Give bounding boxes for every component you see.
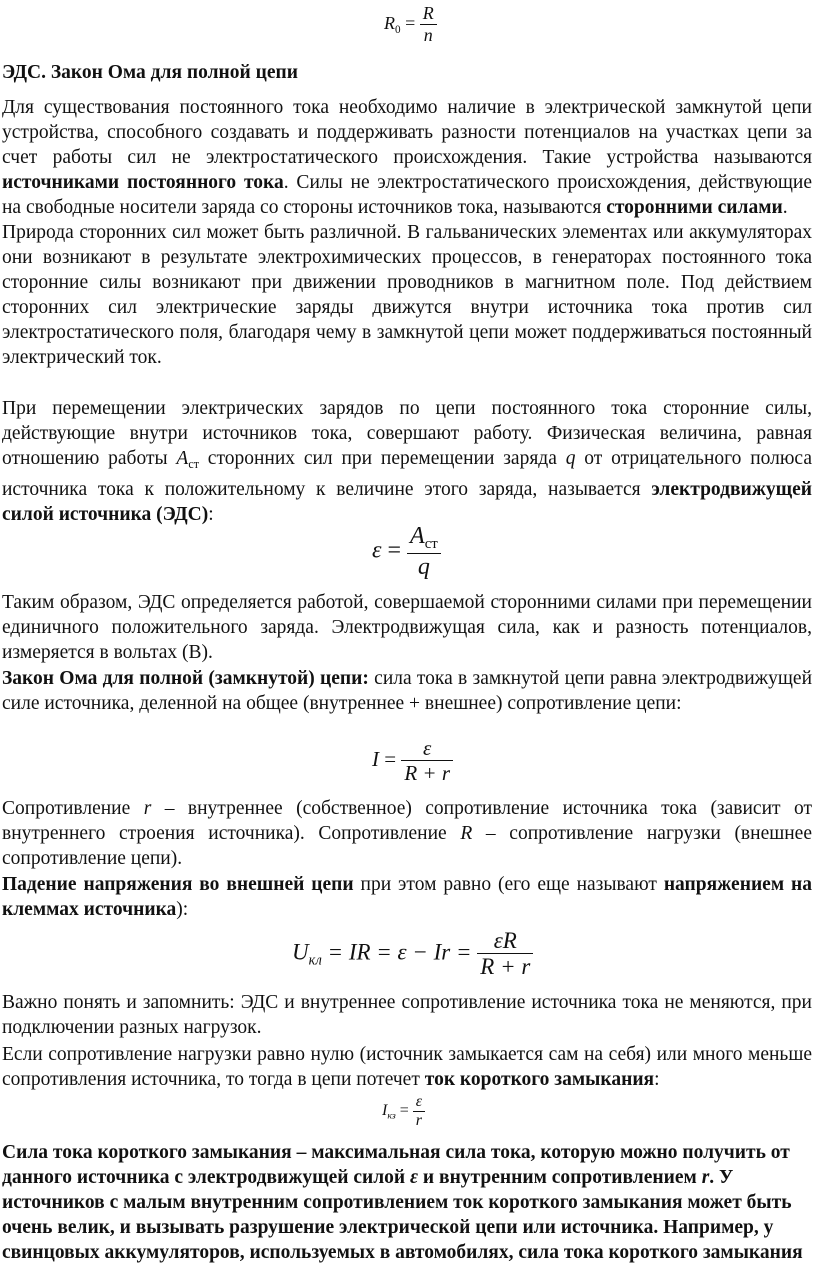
paragraph-text: Таким образом, ЭДС определяется работой, совершаемой сторонними силами при перемещении единичного положительного заряда. Электродвижущая сила, как и разность потенциалов, измеряется в вольтах (В).	[2, 592, 812, 663]
formula-expression: = IR = ε − Ir =	[327, 939, 472, 965]
term-dc-sources: источниками постоянного тока	[2, 172, 284, 193]
fraction-numerator: A	[410, 523, 425, 549]
text-span: сила тока в замкнутой цепи равна электродвижущей силе источника, деленной на общее (внутреннее + внешнее) сопротивление цепи:	[2, 668, 812, 714]
fraction-denominator: r	[415, 1111, 422, 1129]
formula-short-circuit	[382, 1093, 425, 1130]
symbol-internal-resistance: r	[143, 798, 152, 819]
term-ohms-law: Закон Ома для полной (замкнутой) цепи:	[2, 668, 369, 689]
text-span: При перемещении электрических зарядов по цепи постоянного тока сторонние силы, действующие внутри источников тока, совершают работу. Физическая величина, равная отношению работы	[2, 398, 812, 469]
fraction-denominator: R + r	[404, 761, 451, 786]
term-terminal-voltage: напряжением на клеммах источника	[2, 874, 813, 920]
formula-equals: =	[399, 1102, 409, 1120]
formula-subscript: кз	[387, 1110, 396, 1122]
symbol-subscript: ст	[188, 457, 199, 472]
paragraph-text: Важно понять и запомнить: ЭДС и внутреннее сопротивление источника тока не меняются, при подключении разных нагрузок.	[2, 992, 812, 1038]
formula-emf	[372, 523, 441, 581]
fraction-numerator: ε	[413, 1093, 425, 1112]
symbol-internal-resistance: r	[701, 1167, 710, 1188]
formula-internal-resistance	[384, 4, 437, 45]
symbol-load-resistance: R	[460, 823, 473, 844]
fraction-numerator: ε	[401, 737, 453, 761]
formula-fraction	[401, 737, 453, 785]
fraction-denominator: n	[423, 24, 433, 45]
paragraph-8	[0, 990, 816, 1040]
term-external-forces: сторонними силами	[606, 197, 783, 218]
paragraph-3	[0, 396, 816, 527]
text-span: сторонних сил при перемещении заряда	[198, 448, 566, 469]
symbol-emf: ε	[410, 1167, 419, 1188]
text-span: :	[654, 1069, 660, 1090]
formula-symbol: U	[292, 939, 309, 965]
formula-subscript: ст	[424, 536, 438, 553]
text-span: Сила тока короткого замыкания – максимальная сила тока, которую можно получить от данного источника с электродвижущей силой	[2, 1142, 790, 1188]
formula-fraction	[420, 4, 437, 45]
fraction-numerator: εR	[477, 928, 533, 954]
formula-fraction	[477, 928, 533, 981]
formula-subscript: 0	[395, 23, 401, 36]
formula-symbol: I	[372, 746, 379, 771]
formula-symbol: I	[382, 1102, 388, 1120]
text-span: от отрицательного полюса источника тока к положительному к величине этого заряда, называется	[2, 448, 812, 501]
paragraph-7	[0, 872, 816, 922]
formula-symbol: R	[384, 12, 395, 33]
text-span: Сопротивление	[2, 798, 144, 819]
paragraph-5	[0, 666, 816, 716]
symbol-charge: q	[565, 448, 576, 469]
formula-ohms-law	[372, 737, 453, 785]
text-span: . Силы не электростатического происхождения, действующие на свободные носители заряда со стороны источников тока, называются	[2, 172, 812, 218]
text-span: .	[782, 197, 788, 218]
formula-equals: =	[384, 746, 397, 771]
paragraph-10	[0, 1140, 816, 1265]
text-span: – сопротивление нагрузки (внешнее сопротивление цепи).	[2, 823, 812, 869]
formula-equals: =	[405, 12, 416, 33]
term-voltage-drop: Падение напряжения во внешней цепи	[2, 874, 354, 895]
formula-equals: =	[387, 537, 402, 564]
formula-subscript: кл	[308, 952, 322, 969]
paragraph-2	[0, 220, 816, 370]
paragraph-6	[0, 796, 816, 871]
paragraph-text: Природа сторонних сил может быть различной. В гальванических элементах или аккумуляторах они возникают в результате электрохимических процессов, в генераторах постоянного тока сторонние силы возникают при движении проводников в магнитном поле. Под действием сторонних сил электрические заряды движутся внутри источника тока против сил электростатического поля, благодаря чему в замкнутой цепи может поддерживаться постоянный электрический ток.	[2, 222, 812, 368]
term-emf: электродвижущей силой источника (ЭДС)	[2, 479, 812, 526]
text-span: Если сопротивление нагрузки равно нулю (источник замыкается сам на себя) или много меньше сопротивления источника, то тогда в цепи потечет	[2, 1044, 812, 1090]
formula-fraction	[413, 1093, 425, 1130]
fraction-denominator: R + r	[480, 954, 531, 980]
symbol-work: A	[176, 448, 189, 469]
text-span: – внутреннее (собственное) сопротивление источника тока (зависит от внутреннего строения источника). Сопротивление	[2, 798, 812, 844]
text-span: ):	[176, 899, 189, 920]
paragraph-9	[0, 1042, 816, 1092]
paragraph-4	[0, 590, 816, 665]
paragraph-1	[0, 95, 816, 220]
text-span: при этом равно (его еще называют	[353, 874, 664, 895]
formula-fraction	[407, 523, 441, 581]
section-heading: ЭДС. Закон Ома для полной цепи	[2, 62, 299, 83]
fraction-numerator: R	[420, 4, 437, 25]
fraction-denominator: q	[417, 553, 430, 580]
text-span: :	[208, 504, 214, 526]
formula-terminal-voltage	[292, 928, 533, 981]
text-span: и внутренним сопротивлением	[418, 1167, 702, 1188]
text-span: . У источников с малым внутренним сопротивлением ток короткого замыкания может быть очень велик, и вызывать разрушение электрической цепи или источника. Например, у свинцовых аккумуляторов, используемых в автомобилях, сила тока короткого замыкания	[2, 1167, 803, 1263]
term-short-circuit-current: ток короткого замыкания	[424, 1069, 655, 1090]
formula-symbol: ε	[372, 537, 382, 564]
text-span: Для существования постоянного тока необходимо наличие в электрической замкнутой цепи устройства, способного создавать и поддерживать разности потенциалов на участках цепи за счет работы сил не электростатического происхождения. Такие устройства называются	[2, 97, 812, 168]
